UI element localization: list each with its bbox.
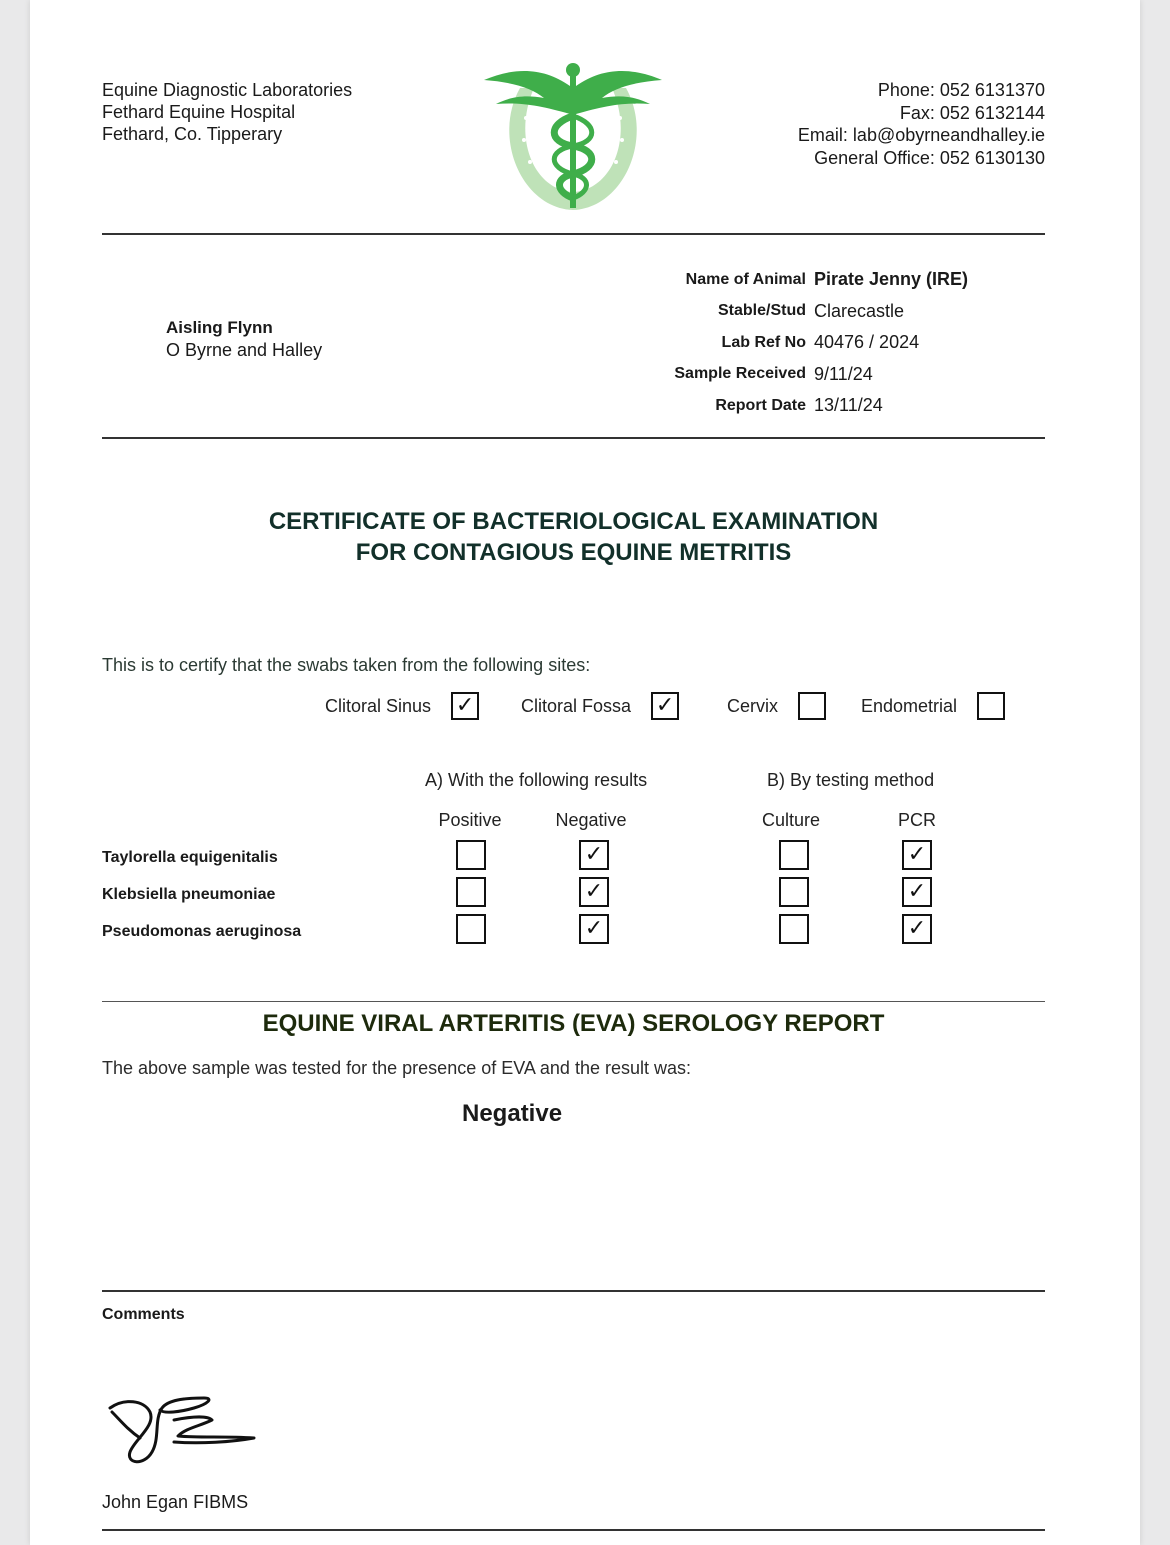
site-checkbox[interactable]: [977, 692, 1005, 720]
detail-label: Stable/Stud: [717, 302, 806, 320]
eva-title: EQUINE VIRAL ARTERITIS (EVA) SEROLOGY REPORT: [262, 1010, 885, 1037]
certify-intro: This is to certify that the swabs taken from the following sites:: [102, 655, 591, 675]
animal-detail-row: [590, 264, 968, 296]
column-header-negative: Negative: [555, 810, 627, 830]
divider: [102, 1290, 1045, 1292]
detail-value: 13/11/24: [814, 395, 883, 416]
animal-detail-row: [590, 359, 968, 391]
certificate-title-line: FOR CONTAGIOUS EQUINE METRITIS: [355, 539, 792, 566]
recipient-name: Aisling Flynn: [166, 318, 273, 337]
organism-name: Klebsiella pneumoniae: [102, 886, 276, 903]
site-clitoral-fossa: [521, 690, 679, 722]
signature: [104, 1390, 264, 1470]
divider: [102, 233, 1045, 235]
detail-value: 9/11/24: [814, 363, 873, 384]
detail-value: 40476 / 2024: [814, 332, 920, 353]
result-checkbox[interactable]: [779, 877, 809, 907]
site-checkbox[interactable]: [798, 692, 826, 720]
column-header-culture: Culture: [761, 810, 821, 830]
animal-detail-row: [590, 390, 968, 422]
detail-value: Clarecastle: [814, 300, 905, 321]
result-checkbox[interactable]: [456, 914, 486, 944]
site-endometrial: [861, 690, 1005, 722]
column-header-positive: Positive: [438, 810, 502, 830]
result-checkbox[interactable]: [456, 840, 486, 870]
site-checkbox[interactable]: ✓: [451, 692, 479, 720]
recipient-block: [166, 317, 322, 361]
column-header-pcr: PCR: [897, 810, 936, 830]
contact-line: General Office: 052 6130130: [814, 147, 1045, 168]
result-checkbox[interactable]: ✓: [902, 877, 932, 907]
organism-name: Pseudomonas aeruginosa: [102, 923, 302, 940]
animal-detail-row: [590, 327, 968, 359]
detail-label: Lab Ref No: [721, 333, 806, 351]
caduceus-horseshoe-logo: [482, 58, 664, 214]
group-b-heading: B) By testing method: [767, 770, 935, 790]
divider: [102, 437, 1045, 439]
result-checkbox[interactable]: ✓: [579, 840, 609, 870]
certificate-title-line: CERTIFICATE OF BACTERIOLOGICAL EXAMINATION: [268, 508, 879, 535]
document-page: [30, 0, 1140, 1545]
result-checkbox[interactable]: ✓: [579, 877, 609, 907]
detail-value: Pirate Jenny (IRE): [814, 269, 969, 290]
eva-statement: The above sample was tested for the presence of EVA and the result was:: [102, 1058, 691, 1078]
animal-details: [590, 264, 968, 422]
lab-address: [102, 79, 352, 145]
signer-name: John Egan FIBMS: [102, 1492, 249, 1512]
result-checkbox[interactable]: [456, 877, 486, 907]
lab-line: Fethard, Co. Tipperary: [102, 124, 283, 144]
divider: [102, 1001, 1045, 1002]
lab-line: Fethard Equine Hospital: [102, 102, 296, 122]
contact-details: [798, 79, 1045, 169]
detail-label: Report Date: [715, 396, 806, 414]
certificate-title: [102, 506, 1045, 568]
contact-line: Phone: 052 6131370: [877, 80, 1045, 100]
eva-result: Negative: [462, 1100, 563, 1127]
divider: [102, 1529, 1045, 1531]
organism-name: Taylorella equigenitalis: [102, 849, 278, 866]
result-checkbox[interactable]: ✓: [579, 914, 609, 944]
result-checkbox[interactable]: ✓: [902, 840, 932, 870]
detail-label: Name of Animal: [685, 270, 806, 288]
detail-label: Sample Received: [674, 365, 806, 383]
site-cervix: [727, 690, 826, 722]
site-label: Endometrial: [861, 695, 958, 716]
contact-line: Email: lab@obyrneandhalley.ie: [797, 125, 1045, 145]
contact-line: Fax: 052 6132144: [899, 102, 1045, 123]
site-checkbox[interactable]: ✓: [651, 692, 679, 720]
result-checkbox[interactable]: [779, 840, 809, 870]
recipient-practice: O Byrne and Halley: [166, 340, 323, 360]
site-label: Clitoral Fossa: [521, 695, 632, 716]
site-label: Cervix: [727, 695, 779, 716]
site-clitoral-sinus: [325, 690, 479, 722]
animal-detail-row: [590, 296, 968, 328]
lab-line: Equine Diagnostic Laboratories: [102, 80, 353, 100]
site-label: Clitoral Sinus: [325, 695, 432, 716]
comments-label: Comments: [102, 1306, 185, 1323]
group-a-heading: A) With the following results: [425, 770, 648, 790]
result-checkbox[interactable]: [779, 914, 809, 944]
result-checkbox[interactable]: ✓: [902, 914, 932, 944]
